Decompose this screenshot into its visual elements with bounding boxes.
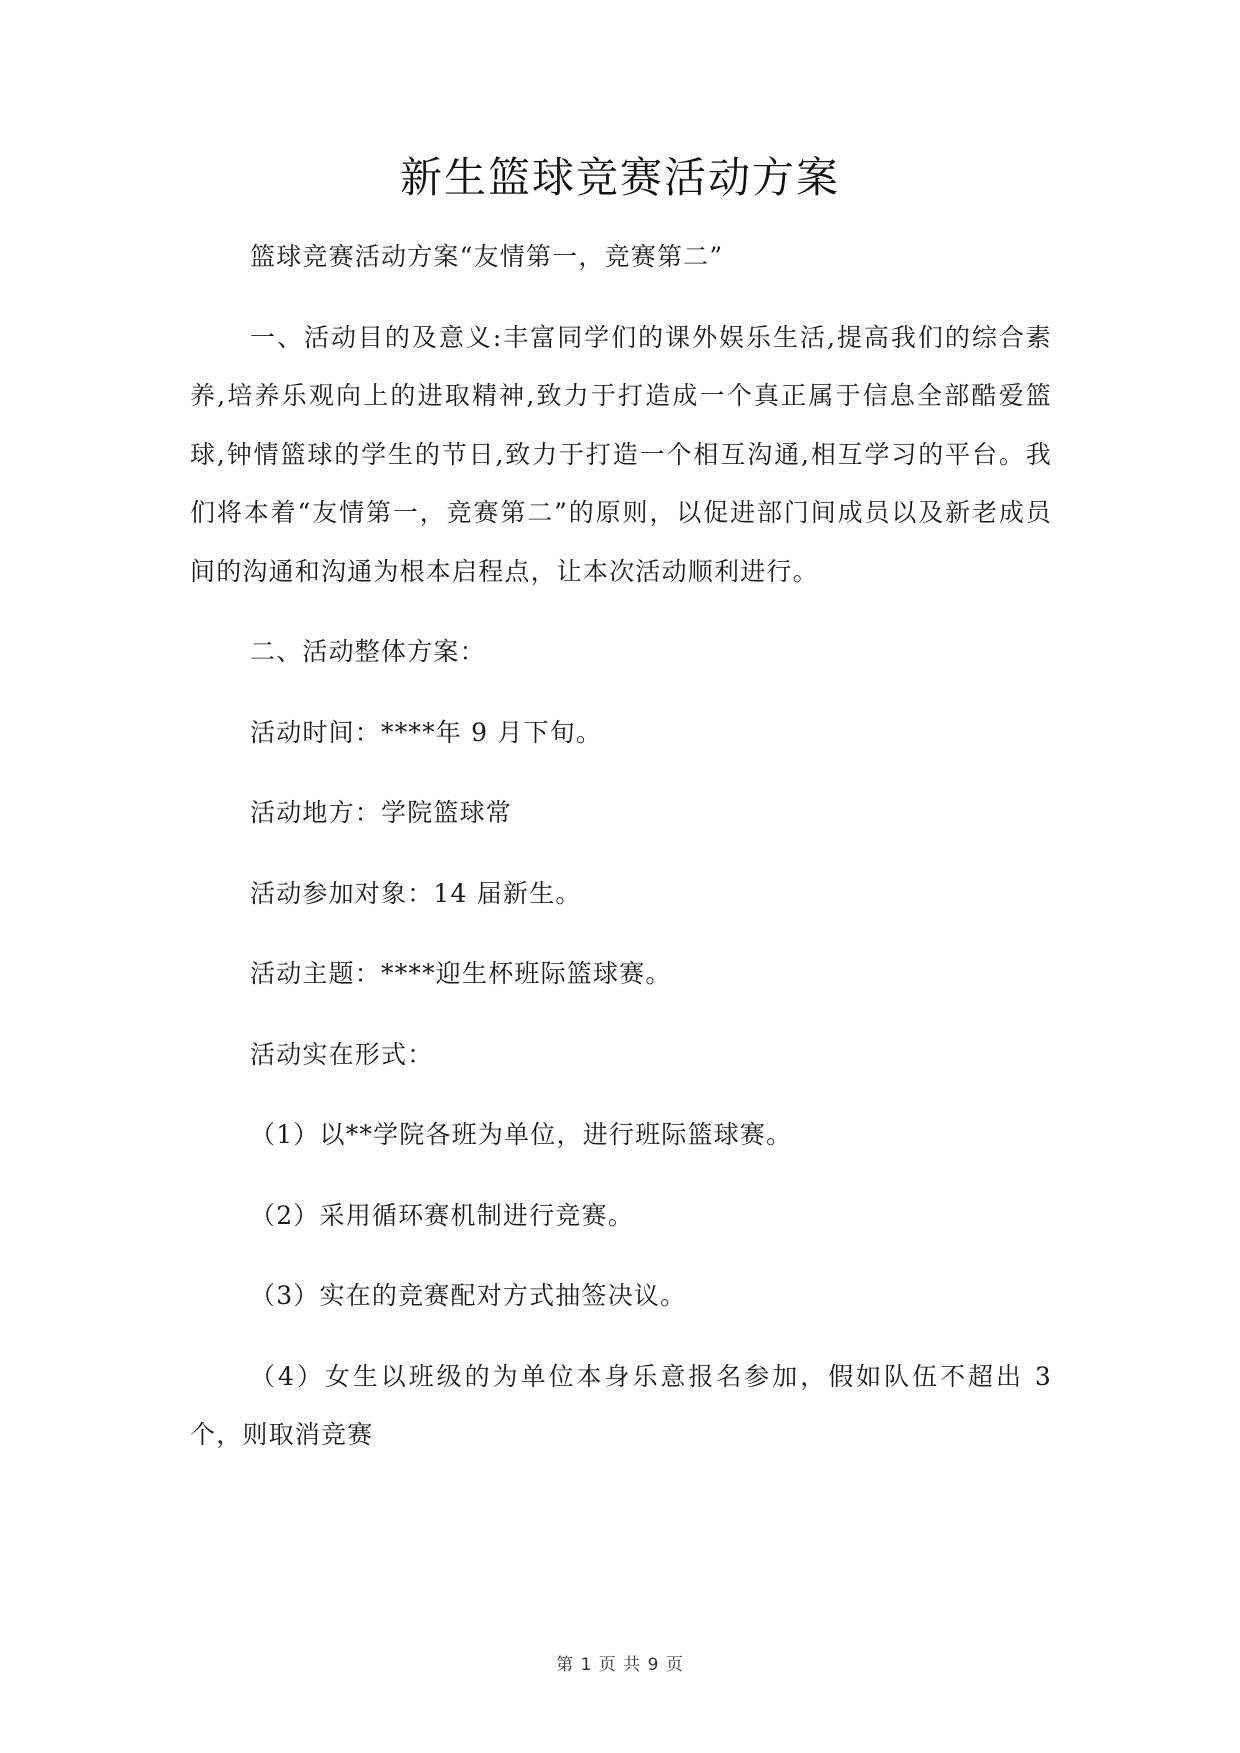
list-item: （2）采用循环赛机制进行竞赛。: [250, 1200, 634, 1230]
list-item: （4）女生以班级的为单位本身乐意报名参加，假如队伍不超出 3 个，则取消竞赛: [190, 1361, 1052, 1449]
paragraph-section-heading: 二、活动整体方案：: [250, 637, 486, 666]
document-body: [190, 228, 1052, 1465]
paragraph-subtitle: 篮球竞赛活动方案“友情第一，竞赛第二”: [250, 242, 724, 271]
paragraph-format-heading: 活动实在形式：: [250, 1039, 434, 1069]
list-item: （1）以**学院各班为单位，进行班际篮球赛。: [250, 1120, 793, 1149]
list-item: （3）实在的竞赛配对方式抽签决议。: [250, 1281, 687, 1310]
paragraph-participants: 活动参加对象：14 届新生。: [250, 878, 582, 908]
paragraph-location: 活动地方：学院篮球常: [250, 798, 513, 827]
paragraph-purpose: 一、活动目的及意义:丰富同学们的课外娱乐生活,提高我们的综合素养,培养乐观向上的进取精神,致力于打造成一个真正属于信息全部酷爱篮球,钟情篮球的学生的节日,致力于打造一个相互沟通,相互学习的平台。我们将本着“友情第一，竞赛第二”的原则，以促进部门间成员以及新老成员间的沟通和沟通为根本启程点，让本次活动顺利进行。: [190, 322, 1052, 586]
paragraph-time: 活动时间：****年 9 月下旬。: [250, 717, 603, 747]
document-title: 新生篮球竞赛活动方案: [399, 153, 840, 202]
page-indicator: 第 1 页 共 9 页: [556, 1655, 684, 1675]
paragraph-theme: 活动主题：****迎生杯班际篮球赛。: [250, 959, 672, 988]
